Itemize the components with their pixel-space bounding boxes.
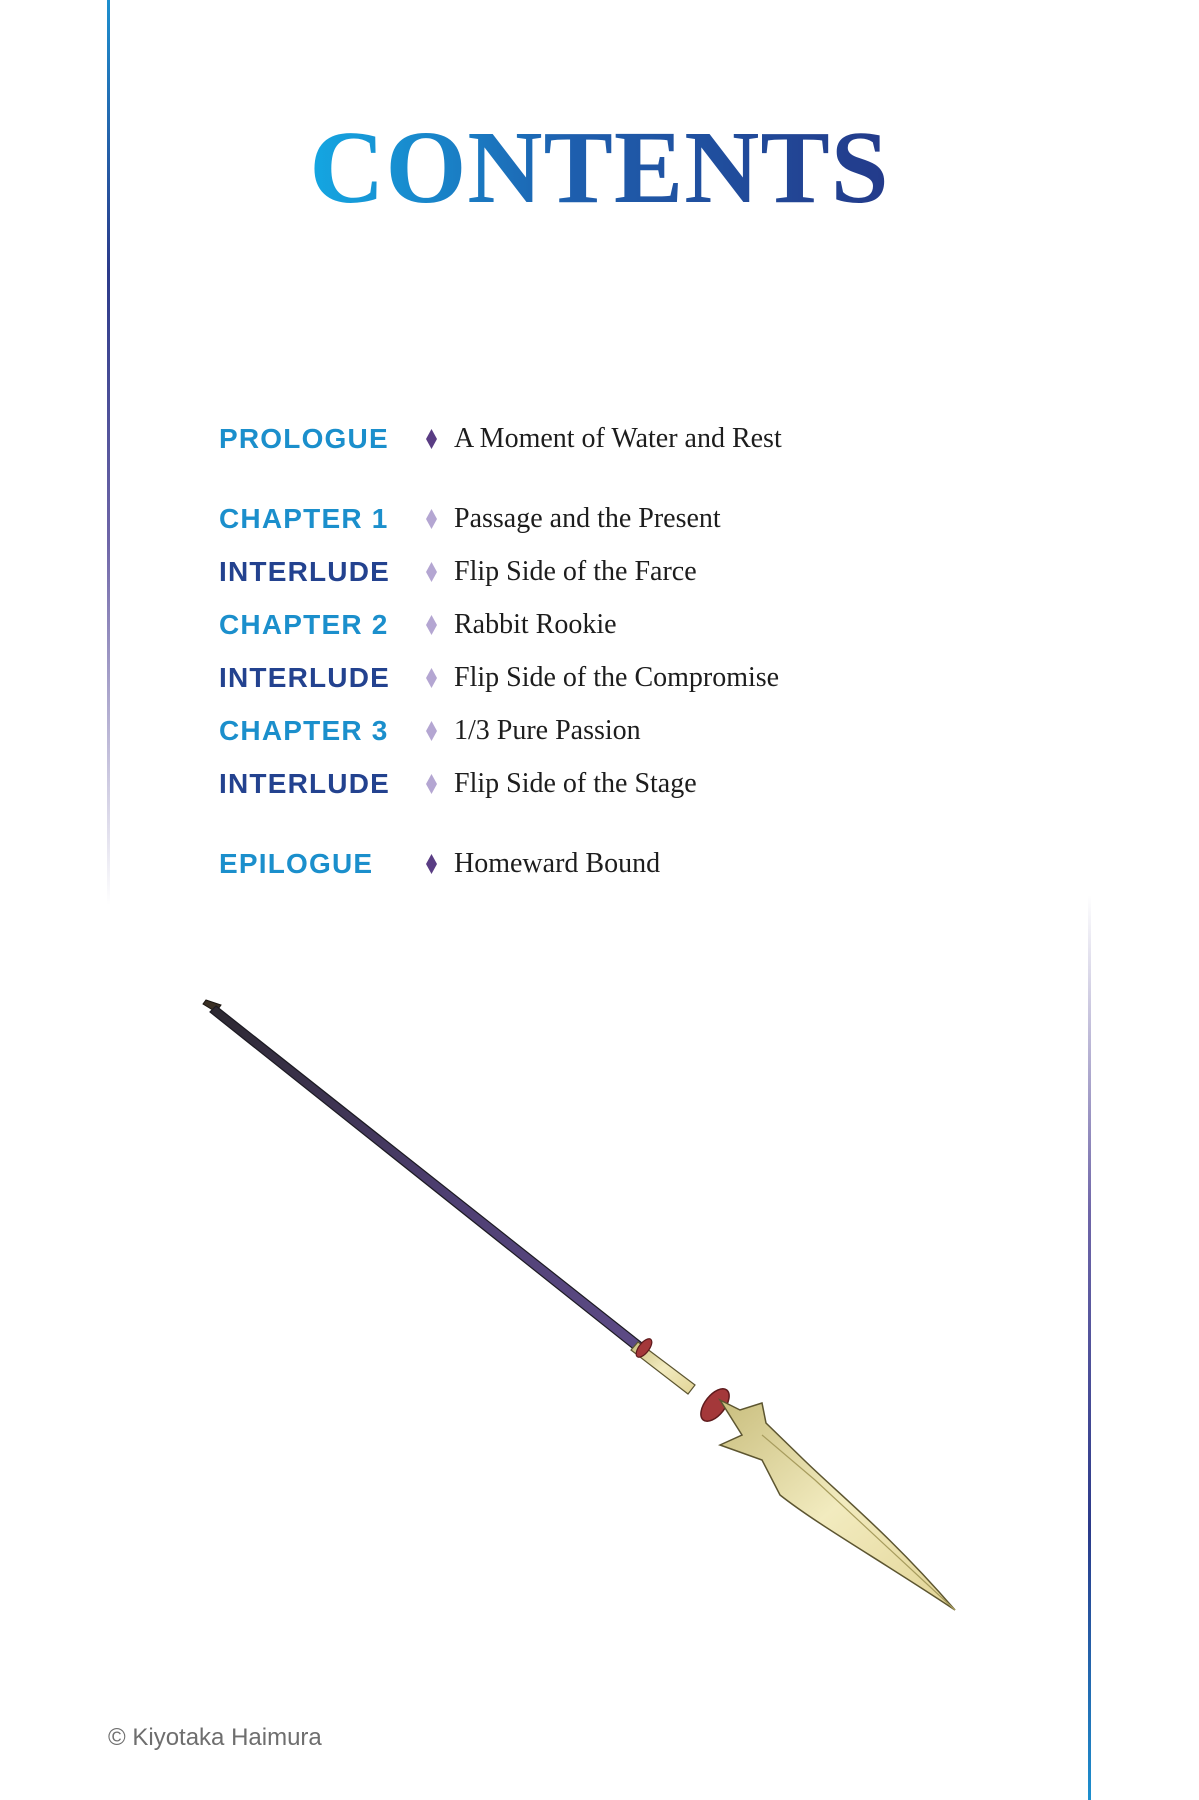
diamond-bullet-icon bbox=[426, 854, 437, 874]
toc-entry-title: Flip Side of the Compromise bbox=[454, 662, 780, 693]
copyright-credit: © Kiyotaka Haimura bbox=[108, 1724, 322, 1751]
spear-shaft bbox=[210, 1006, 642, 1351]
toc-entry-label: CHAPTER 3 bbox=[219, 715, 389, 746]
toc-entry-label: CHAPTER 1 bbox=[219, 503, 389, 534]
toc-entry-title: Rabbit Rookie bbox=[454, 609, 617, 640]
toc-entry-title: Passage and the Present bbox=[454, 503, 721, 534]
toc-entry-label: CHAPTER 2 bbox=[219, 609, 389, 640]
toc-entry-label: INTERLUDE bbox=[219, 768, 391, 799]
toc-entry-title: Flip Side of the Stage bbox=[454, 768, 697, 799]
diamond-bullet-icon bbox=[426, 615, 437, 635]
toc-entry-label: INTERLUDE bbox=[219, 662, 391, 693]
toc-entry-epilogue[interactable] bbox=[219, 844, 919, 884]
toc-entry-title: 1/3 Pure Passion bbox=[454, 715, 641, 746]
diamond-bullet-icon bbox=[426, 774, 437, 794]
toc-entry-chapter-2[interactable] bbox=[219, 605, 919, 645]
toc-entry-interlude-3[interactable] bbox=[219, 764, 919, 804]
diamond-bullet-icon bbox=[426, 668, 437, 688]
toc-entry-title: A Moment of Water and Rest bbox=[454, 423, 782, 454]
toc-entry-interlude-1[interactable] bbox=[219, 552, 919, 592]
toc-entry-label: PROLOGUE bbox=[219, 423, 389, 454]
toc-entry-title: Flip Side of the Farce bbox=[454, 556, 697, 587]
diamond-bullet-icon bbox=[426, 721, 437, 741]
toc-entry-chapter-1[interactable] bbox=[219, 499, 919, 539]
spear-blade bbox=[720, 1400, 955, 1610]
diamond-bullet-icon bbox=[426, 562, 437, 582]
toc-entry-label: EPILOGUE bbox=[219, 848, 374, 879]
spear-collar bbox=[631, 1336, 735, 1426]
diamond-bullet-icon bbox=[426, 509, 437, 529]
toc-entry-chapter-3[interactable] bbox=[219, 711, 919, 751]
page-title bbox=[0, 108, 1199, 228]
toc-entry-label: INTERLUDE bbox=[219, 556, 391, 587]
right-border-rule bbox=[1088, 895, 1091, 1800]
toc-entry-interlude-2[interactable] bbox=[219, 658, 919, 698]
diamond-bullet-icon bbox=[426, 429, 437, 449]
page-title-text: CONTENTS bbox=[309, 110, 890, 225]
spear-illustration bbox=[190, 990, 1030, 1650]
toc-entry-prologue[interactable] bbox=[219, 419, 919, 459]
toc-entry-title: Homeward Bound bbox=[454, 848, 661, 879]
